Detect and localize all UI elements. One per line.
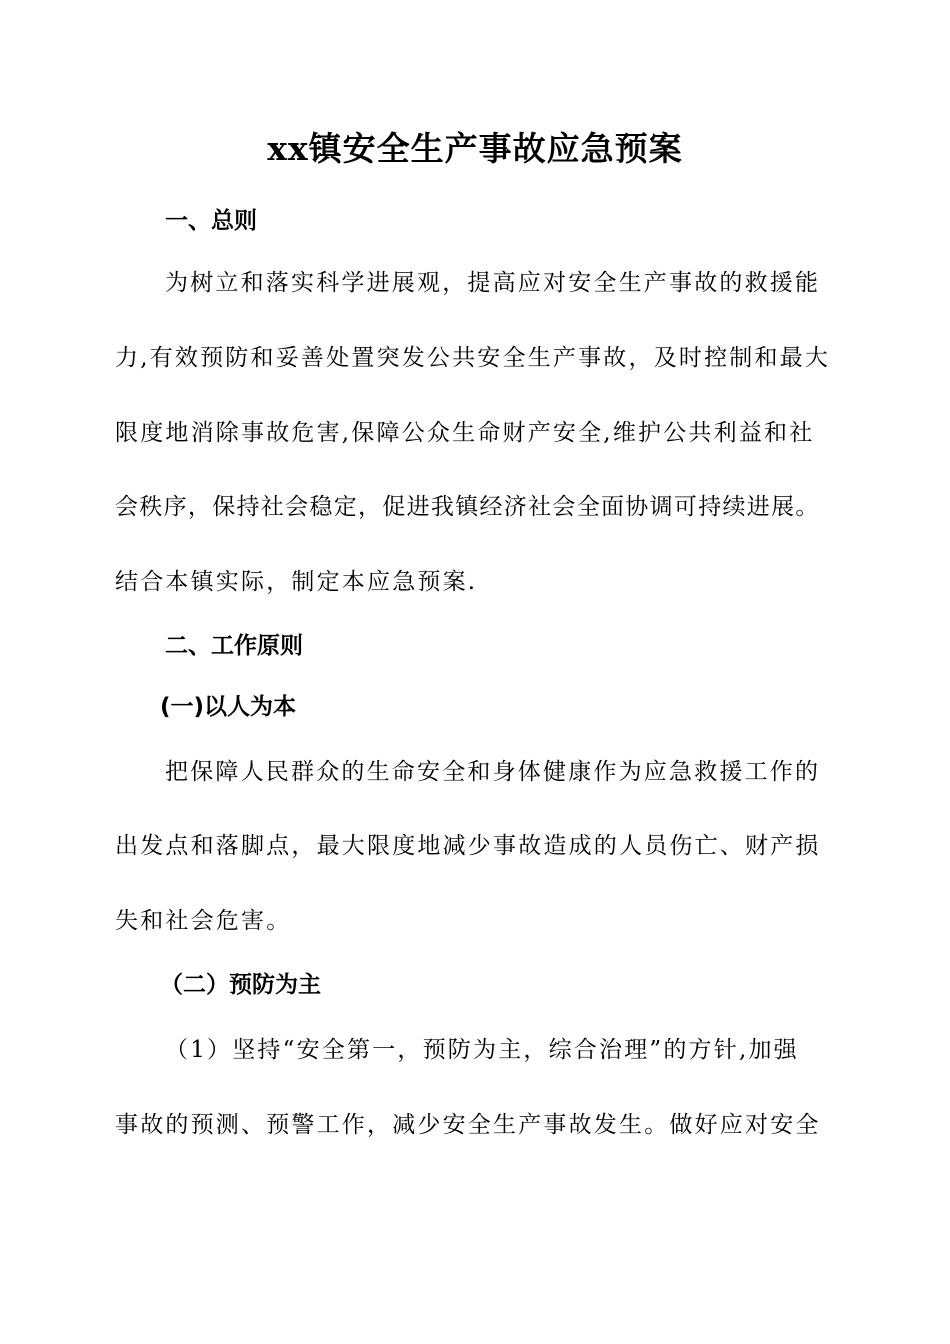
subsection-heading-prevention-first: （二）预防为主 [160, 972, 321, 998]
paragraph-line: 力,有效预防和妥善处置突发公共安全生产事故，及时控制和最大 [115, 345, 831, 371]
subsection-heading-people-first: (一)以人为本 [160, 694, 297, 720]
paragraph-line: 限度地消除事故危害,保障公众生命财产安全,维护公共利益和社 [115, 420, 815, 446]
section-heading-general: 一、总则 [165, 208, 257, 234]
paragraph-line: 事故的预测、预警工作，减少安全生产事故发生。做好应对安全 [115, 1112, 821, 1138]
paragraph-line: （1）坚持“安全第一，预防为主，综合治理”的方针,加强 [165, 1037, 799, 1063]
paragraph-line: 出发点和落脚点，最大限度地减少事故造成的人员伤亡、财产损 [115, 833, 821, 859]
section-heading-principles: 二、工作原则 [165, 633, 303, 659]
paragraph-line: 结合本镇实际，制定本应急预案. [115, 569, 478, 595]
paragraph-line: 会秩序，保持社会稳定，促进我镇经济社会全面协调可持续进展。 [115, 494, 820, 520]
paragraph-line: 把保障人民群众的生命安全和身体健康作为应急救援工作的 [165, 759, 821, 785]
paragraph-line: 失和社会危害。 [115, 908, 292, 934]
paragraph-line: 为树立和落实科学进展观，提高应对安全生产事故的救援能 [165, 270, 821, 296]
document-title: xx镇安全生产事故应急预案 [267, 129, 683, 168]
